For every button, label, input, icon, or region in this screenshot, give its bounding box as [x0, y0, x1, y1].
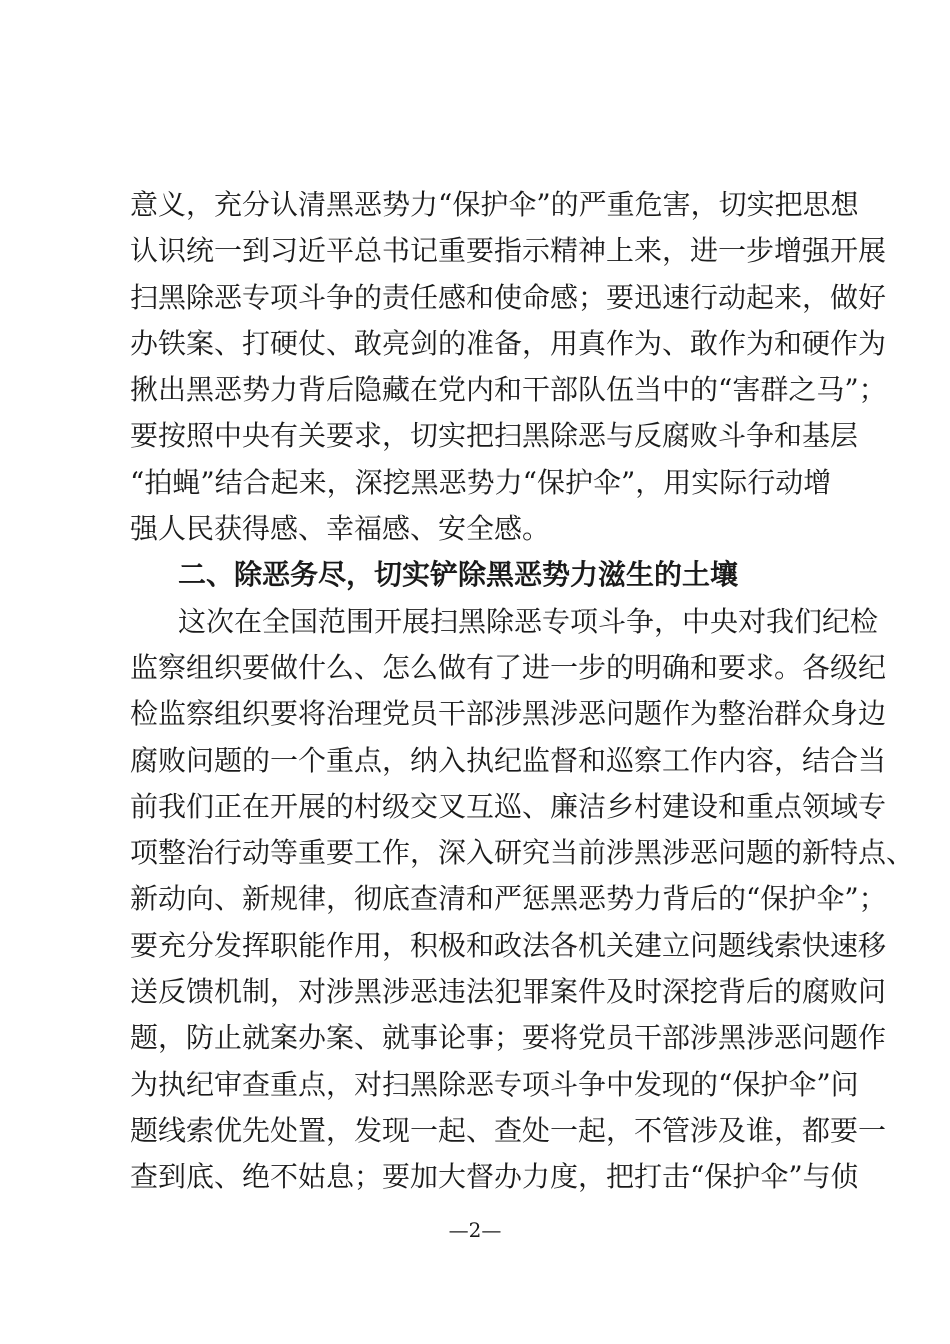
text-line: 题线索优先处置，发现一起、查处一起，不管涉及谁，都要一: [130, 1113, 887, 1147]
text-line: 腐败问题的一个重点，纳入执纪监督和巡察工作内容，结合当: [130, 743, 887, 777]
paragraph-2: [130, 599, 915, 1201]
text-line: 这次在全国范围开展扫黑除恶专项斗争，中央对我们纪检: [178, 604, 879, 638]
text-line: 办铁案、打硬仗、敢亮剑的准备，用真作为、敢作为和硬作为: [130, 326, 887, 360]
text-line: 题，防止就案办案、就事论事；要将党员干部涉黑涉恶问题作: [130, 1021, 887, 1055]
text-line: 送反馈机制，对涉黑涉恶违法犯罪案件及时深挖背后的腐败问: [130, 975, 887, 1009]
text-line: 要按照中央有关要求，切实把扫黑除恶与反腐败斗争和基层: [130, 419, 859, 453]
text-line: 扫黑除恶专项斗争的责任感和使命感；要迅速行动起来，做好: [130, 280, 887, 314]
text-line: 为执纪审查重点，对扫黑除恶专项斗争中发现的“保护伞”问: [130, 1067, 859, 1101]
text-line: 查到底、绝不姑息；要加大督办力度，把打击“保护伞”与侦: [130, 1160, 859, 1194]
text-line: 强人民获得感、幸福感、安全感。: [130, 512, 551, 546]
text-line: 监察组织要做什么、怎么做有了进一步的明确和要求。各级纪: [130, 650, 887, 684]
page-number: —2—: [448, 1218, 502, 1242]
section-heading: 二、除恶务尽，切实铲除黑恶势力滋生的土壤: [178, 558, 739, 592]
paragraph-1: [130, 182, 887, 552]
text-line: 前我们正在开展的村级交叉互巡、廉洁乡村建设和重点领域专: [130, 789, 887, 823]
text-line: 揪出黑恶势力背后隐藏在党内和干部队伍当中的“害群之马”；: [130, 373, 887, 407]
text-line: “拍蝇”结合起来，深挖黑恶势力“保护伞”，用实际行动增: [130, 465, 832, 499]
text-line: 意义，充分认清黑恶势力“保护伞”的严重危害，切实把思想: [130, 188, 859, 221]
text-line: 认识统一到习近平总书记重要指示精神上来，进一步增强开展: [130, 234, 887, 268]
text-line: 检监察组织要将治理党员干部涉黑涉恶问题作为整治群众身边: [130, 697, 887, 731]
text-line: 要充分发挥职能作用，积极和政法各机关建立问题线索快速移: [130, 928, 887, 962]
text-line: 项整治行动等重要工作，深入研究当前涉黑涉恶问题的新特点、: [130, 836, 915, 870]
document-body: [130, 182, 915, 1201]
text-line: 新动向、新规律，彻底查清和严惩黑恶势力背后的“保护伞”；: [130, 882, 887, 916]
